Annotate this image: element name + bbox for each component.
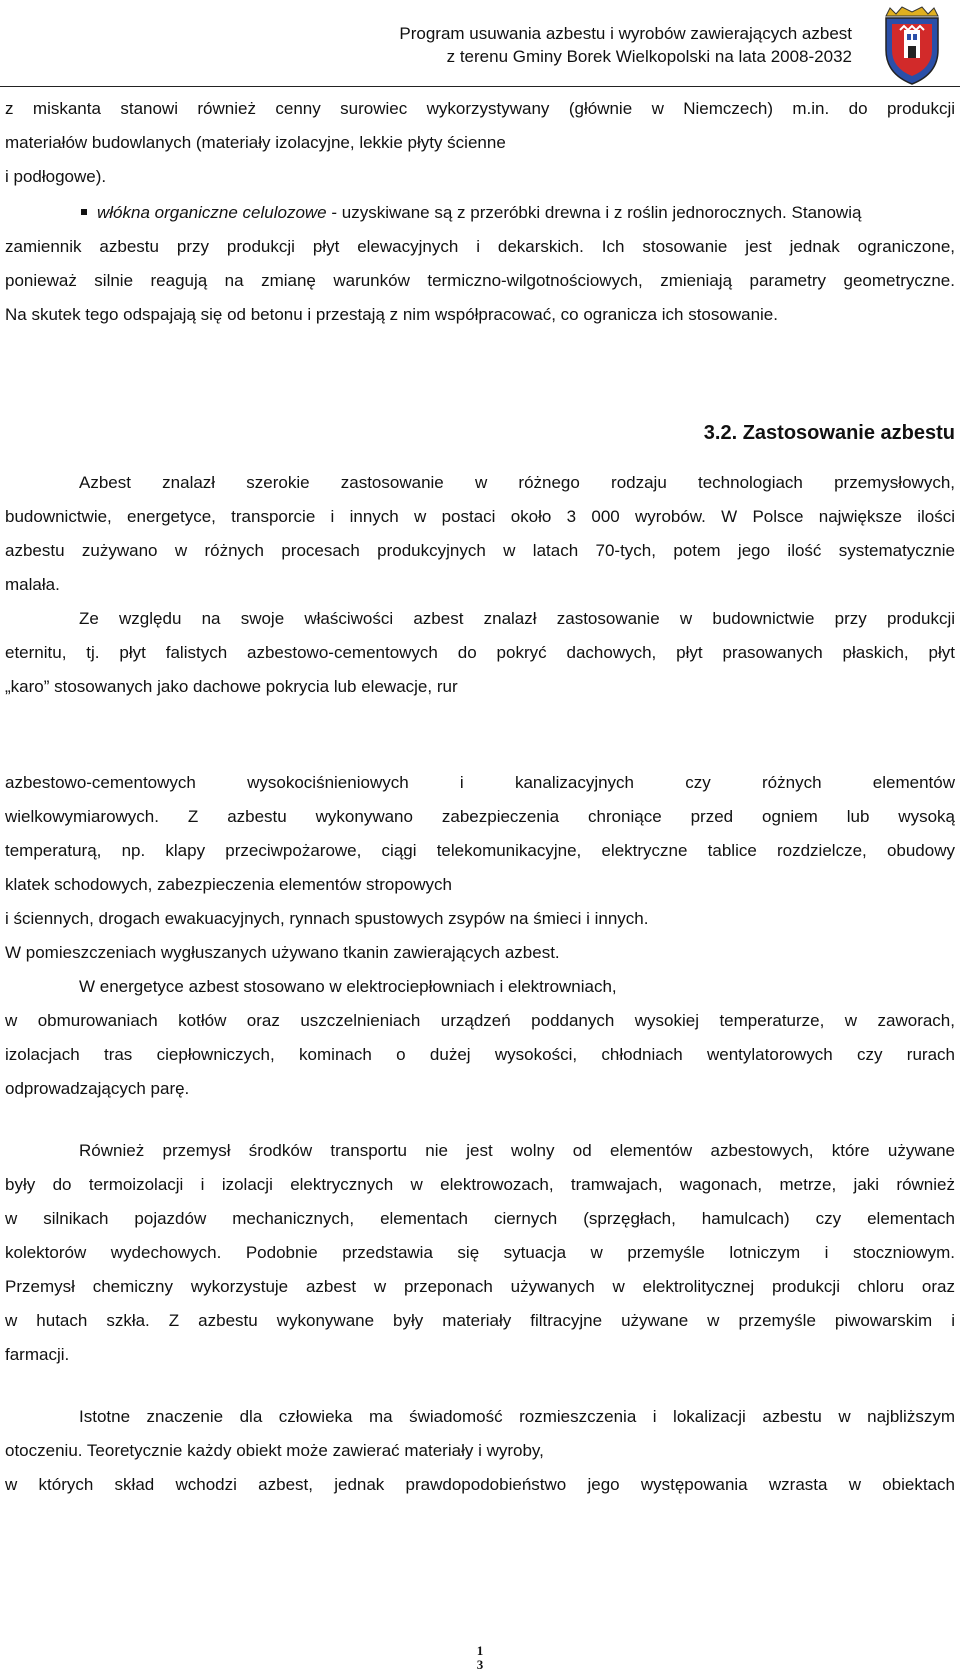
paragraph-line: malała. [5,575,60,594]
bullet-square-icon [81,209,87,215]
paragraph-line: Azbest znalazł szerokie zastosowanie w różnego rodzaju technologiach przemysłowych, [79,473,955,492]
paragraph-line: W pomieszczeniach wygłuszanych używano tkanin zawierających azbest. [5,943,560,962]
paragraph-line: i ściennych, drogach ewakuacyjnych, rynnach spustowych zsypów na śmieci i innych. [5,909,649,928]
paragraph-line: w silnikach pojazdów mechanicznych, elementach ciernych (sprzęgłach, hamulcach) czy elementach [5,1209,955,1228]
paragraph-line: i podłogowe). [5,167,107,186]
paragraph-line: materiałów budowlanych (materiały izolacyjne, lekkie płyty ścienne [5,133,506,152]
paragraph-line: W energetyce azbest stosowano w elektrociepłowniach i elektrowniach, [79,977,617,996]
paragraph-line: „karo” stosowanych jako dachowe pokrycia lub elewacje, rur [5,677,458,696]
paragraph-line: Przemysł chemiczny wykorzystuje azbest w przeponach używanych w elektrolitycznej produkcji chloru oraz [5,1277,955,1296]
paragraph-line: były do termoizolacji i izolacji elektrycznych w elektrowozach, tramwajach, wagonach, metrze, jaki również [5,1175,955,1194]
paragraph-line: Ze względu na swoje właściwości azbest znalazł zastosowanie w budownictwie przy produkcji [79,609,955,628]
paragraph-line: wielkowymiarowych. Z azbestu wykonywano zabezpieczenia chroniące przed ogniem lub wysoką [5,807,955,826]
paragraph-line: izolacjach tras ciepłowniczych, kominach o dużej wysokości, chłodniach wentylatorowych czy rurach [5,1045,955,1064]
page-header [0,0,960,88]
page-number-digit: 3 [476,1657,484,1672]
header-divider [0,86,960,87]
paragraph-line: Również przemysł środków transportu nie jest wolny od elementów azbestowych, które używane [79,1141,955,1160]
paragraph-line: Na skutek tego odspajają się od betonu i przestają z nim współpracować, co ogranicza ich stosowanie. [5,305,778,324]
page-number [470,1644,490,1672]
paragraph-line: zamiennik azbestu przy produkcji płyt elewacyjnych i dekarskich. Ich stosowanie jest jednak ograniczone, [5,237,955,256]
document-body [5,92,955,1502]
paragraph-line: azbestu zużywano w różnych procesach produkcyjnych w latach 70-tych, potem jego ilość systematycznie [5,541,955,560]
header-title [399,22,852,68]
paragraph-line: azbestowo-cementowych wysokociśnieniowych i kanalizacyjnych czy różnych elementów [5,773,955,792]
paragraph-line: farmacji. [5,1345,70,1364]
paragraph-line: otoczeniu. Teoretycznie każdy obiekt może zawierać materiały i wyroby, [5,1441,544,1460]
paragraph-line: kolektorów wydechowych. Podobnie przedstawia się sytuacja w przemyśle lotniczym i stoczniowym. [5,1243,955,1262]
bullet-text: - uzyskiwane są z przeróbki drewna i z roślin jednorocznych. Stanowią [326,203,862,222]
paragraph-line: odprowadzających parę. [5,1079,190,1098]
page-number-digit: 1 [476,1643,484,1658]
paragraph-line: budownictwie, energetyce, transporcie i innych w postaci około 3 000 wyrobów. W Polsce największe ilości [5,507,955,526]
paragraph-line: Istotne znaczenie dla człowieka ma świadomość rozmieszczenia i lokalizacji azbestu w najbliższym [79,1407,955,1426]
paragraph-line: w których skład wchodzi azbest, jednak prawdopodobieństwo jego występowania wzrasta w obiektach [5,1475,955,1494]
header-line-2: z terenu Gminy Borek Wielkopolski na lata 2008-2032 [446,47,852,66]
paragraph-line: klatek schodowych, zabezpieczenia elementów stropowych [5,875,452,894]
paragraph-line: w obmurowaniach kotłów oraz uszczelnieniach urządzeń poddanych wysokiej temperaturze, w zaworach, [5,1011,955,1030]
header-line-1: Program usuwania azbestu i wyrobów zawierających azbest [399,24,852,43]
paragraph-line: temperaturą, np. klapy przeciwpożarowe, ciągi telekomunikacyjne, elektryczne tablice rozdzielcze, obudowy [5,841,955,860]
coat-of-arms-icon [880,6,944,86]
section-heading: 3.2. Zastosowanie azbestu [703,422,955,444]
paragraph-line: w hutach szkła. Z azbestu wykonywane były materiały filtracyjne używane w przemyśle piwowarskim i [5,1311,955,1330]
paragraph-line: eternitu, tj. płyt falistych azbestowo-cementowych do pokryć dachowych, płyt prasowanych płaskich, płyt [5,643,955,662]
paragraph-line: z miskanta stanowi również cenny surowiec wykorzystywany (głównie w Niemczech) m.in. do produkcji [5,99,955,118]
bullet-item [5,196,955,230]
bullet-italic-term: włókna organiczne celulozowe [97,203,327,222]
paragraph-line: ponieważ silnie reagują na zmianę warunków termiczno-wilgotnościowych, zmieniają parametry geometryczne. [5,271,955,290]
